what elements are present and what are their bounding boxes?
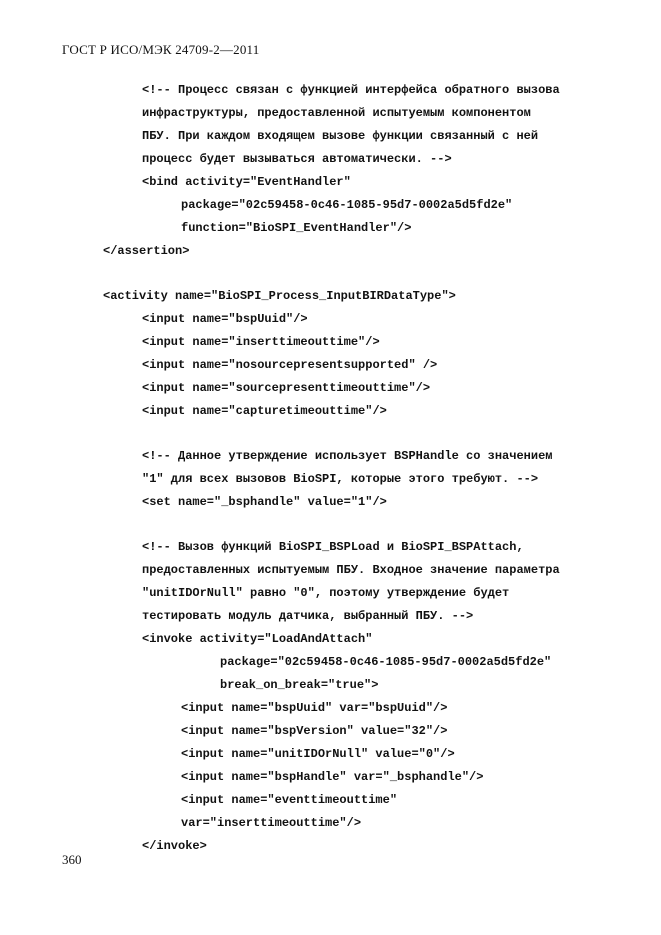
code-line: var="inserttimeouttime"/> xyxy=(181,816,362,830)
code-line: <set name="_bsphandle" value="1"/> xyxy=(142,495,387,509)
code-line: инфраструктуры, предоставленной испытуемым компонентом xyxy=(142,106,531,120)
code-line: <input name="bspUuid" var="bspUuid"/> xyxy=(181,701,448,715)
code-line: <!-- Вызов функций BioSPI_BSPLoad и BioSPI_BSPAttach, xyxy=(142,540,524,554)
code-line: <input name="bspUuid"/> xyxy=(142,312,308,326)
code-line: <input name="capturetimeouttime"/> xyxy=(142,404,387,418)
code-line: <input name="sourcepresenttimeouttime"/> xyxy=(142,381,431,395)
code-line: function="BioSPI_EventHandler"/> xyxy=(181,221,412,235)
code-line: <input name="eventtimeouttime" xyxy=(181,793,398,807)
code-line: package="02c59458-0c46-1085-95d7-0002a5d5fd2e" xyxy=(181,198,513,212)
code-line: <!-- Данное утверждение использует BSPHandle со значением xyxy=(142,449,553,463)
code-line: <input name="unitIDOrNull" value="0"/> xyxy=(181,747,455,761)
code-line: тестировать модуль датчика, выбранный ПБУ. --> xyxy=(142,609,474,623)
code-line: break_on_break="true"> xyxy=(220,678,379,692)
code-line: <activity name="BioSPI_Process_InputBIRDataType"> xyxy=(103,289,456,303)
code-line: <input name="bspVersion" value="32"/> xyxy=(181,724,448,738)
code-line: <bind activity="EventHandler" xyxy=(142,175,351,189)
code-line: package="02c59458-0c46-1085-95d7-0002a5d5fd2e" xyxy=(220,655,552,669)
code-line: "unitIDOrNull" равно "0", поэтому утверждение будет xyxy=(142,586,510,600)
code-line: ПБУ. При каждом входящем вызове функции связанный с ней xyxy=(142,129,539,143)
code-line: <!-- Процесс связан с функцией интерфейса обратного вызова xyxy=(142,83,560,97)
code-line: предоставленных испытуемым ПБУ. Входное значение параметра xyxy=(142,563,560,577)
code-line: процесс будет вызываться автоматически. --> xyxy=(142,152,452,166)
code-line: </assertion> xyxy=(103,244,190,258)
code-line: <input name="inserttimeouttime"/> xyxy=(142,335,380,349)
code-line: <input name="bspHandle" var="_bsphandle"/> xyxy=(181,770,484,784)
code-line: <invoke activity="LoadAndAttach" xyxy=(142,632,373,646)
page-number: 360 xyxy=(62,852,82,867)
code-line: </invoke> xyxy=(142,839,207,853)
document-header: ГОСТ Р ИСО/МЭК 24709-2—2011 xyxy=(62,42,260,57)
code-line: "1" для всех вызовов BioSPI, которые этого требуют. --> xyxy=(142,472,539,486)
code-line: <input name="nosourcepresentsupported" /> xyxy=(142,358,438,372)
